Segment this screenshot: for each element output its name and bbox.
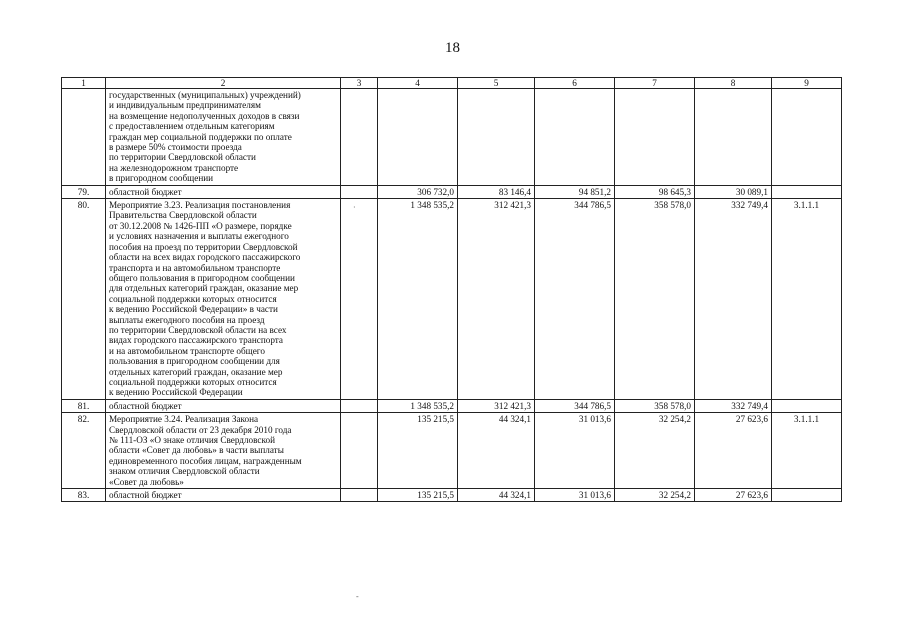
cell-col-5: 312 421,3 <box>458 399 535 412</box>
cell-col-8: 27 623,6 <box>695 413 772 489</box>
cell-col-4 <box>378 89 458 186</box>
row-description: областной бюджет <box>106 489 341 502</box>
cell-col-5: 312 421,3 <box>458 199 535 400</box>
cell-col-4: 1 348 535,2 <box>378 199 458 400</box>
budget-table <box>61 77 842 502</box>
cell-col-3 <box>341 399 378 412</box>
header-cell: 8 <box>695 78 772 89</box>
row-number: 79. <box>62 185 106 198</box>
scan-speck: - <box>356 592 359 601</box>
table-body <box>62 78 842 502</box>
cell-col-8 <box>695 89 772 186</box>
cell-col-7: 358 578,0 <box>615 399 695 412</box>
header-cell: 2 <box>106 78 341 89</box>
cell-col-4: 306 732,0 <box>378 185 458 198</box>
cell-col-9: 3.1.1.1 <box>772 413 842 489</box>
cell-col-9 <box>772 399 842 412</box>
cell-col-5: 44 324,1 <box>458 413 535 489</box>
header-row <box>62 78 842 89</box>
cell-col-7 <box>615 89 695 186</box>
cell-col-8: 27 623,6 <box>695 489 772 502</box>
cell-col-9 <box>772 185 842 198</box>
table-row <box>62 199 842 400</box>
cell-col-3 <box>341 489 378 502</box>
page-number: 18 <box>445 40 460 56</box>
row-description: областной бюджет <box>106 399 341 412</box>
cell-col-7: 32 254,2 <box>615 413 695 489</box>
cell-col-6: 344 786,5 <box>535 399 615 412</box>
table-row <box>62 89 842 186</box>
cell-col-3 <box>341 185 378 198</box>
row-description: Мероприятие 3.23. Реализация постановления Правительства Свердловской области от 30.12.2008 № 1426-ПП «О размере, порядке и условиях назначения и выплаты ежегодного пособия на проезд по территории Свердловской области на всех видах городского пассажирского транспорта и на автомобильном транспорте общего пользования в пригородном сообщении для отдельных категорий граждан, оказание мер социальной поддержки которых относится к ведению Российской Федерации» в части выплаты ежегодного пособия на проезд по территории Свердловской области на всех видах городского пассажирского транспорта и на автомобильном транспорте общего пользования в пригородном сообщении для отдельных категорий граждан, оказание мер социальной поддержки которых относится к ведению Российской Федерации <box>106 199 341 400</box>
header-cell: 3 <box>341 78 378 89</box>
row-number <box>62 89 106 186</box>
cell-col-3 <box>341 199 378 400</box>
cell-col-8: 332 749,4 <box>695 199 772 400</box>
cell-col-6: 31 013,6 <box>535 413 615 489</box>
cell-col-7: 98 645,3 <box>615 185 695 198</box>
row-number: 81. <box>62 399 106 412</box>
row-number: 80. <box>62 199 106 400</box>
table-row <box>62 489 842 502</box>
header-cell: 4 <box>378 78 458 89</box>
table-row <box>62 413 842 489</box>
cell-col-7: 32 254,2 <box>615 489 695 502</box>
cell-col-5: 44 324,1 <box>458 489 535 502</box>
header-cell: 5 <box>458 78 535 89</box>
header-cell: 1 <box>62 78 106 89</box>
cell-col-4: 1 348 535,2 <box>378 399 458 412</box>
cell-col-6: 31 013,6 <box>535 489 615 502</box>
cell-col-7: 358 578,0 <box>615 199 695 400</box>
cell-col-9: 3.1.1.1 <box>772 199 842 400</box>
cell-col-6: 344 786,5 <box>535 199 615 400</box>
cell-col-3 <box>341 413 378 489</box>
cell-col-4: 135 215,5 <box>378 489 458 502</box>
table-row <box>62 185 842 198</box>
cell-col-9 <box>772 89 842 186</box>
row-description: государственных (муниципальных) учреждений) и индивидуальным предпринимателям на возмещение недополученных доходов в связи с предоставлением отдельным категориям граждан мер социальной поддержки по оплате в размере 50% стоимости проезда по территории Свердловской области на железнодорожном транспорте в пригородном сообщении <box>106 89 341 186</box>
cell-col-5 <box>458 89 535 186</box>
cell-col-8: 30 089,1 <box>695 185 772 198</box>
row-number: 82. <box>62 413 106 489</box>
cell-col-6: 94 851,2 <box>535 185 615 198</box>
cell-col-5: 83 146,4 <box>458 185 535 198</box>
header-cell: 9 <box>772 78 842 89</box>
cell-col-9 <box>772 489 842 502</box>
cell-col-6 <box>535 89 615 186</box>
row-number: 83. <box>62 489 106 502</box>
cell-col-4: 135 215,5 <box>378 413 458 489</box>
scan-speck: · <box>353 203 356 212</box>
cell-col-8: 332 749,4 <box>695 399 772 412</box>
table-row <box>62 399 842 412</box>
row-description: Мероприятие 3.24. Реализация Закона Свердловской области от 23 декабря 2010 года № 111-ОЗ «О знаке отличия Свердловской области «Совет да любовь» в части выплаты единовременного пособия лицам, награжденным знаком отличия Свердловской области «Совет да любовь» <box>106 413 341 489</box>
header-cell: 7 <box>615 78 695 89</box>
cell-col-3 <box>341 89 378 186</box>
row-description: областной бюджет <box>106 185 341 198</box>
header-cell: 6 <box>535 78 615 89</box>
